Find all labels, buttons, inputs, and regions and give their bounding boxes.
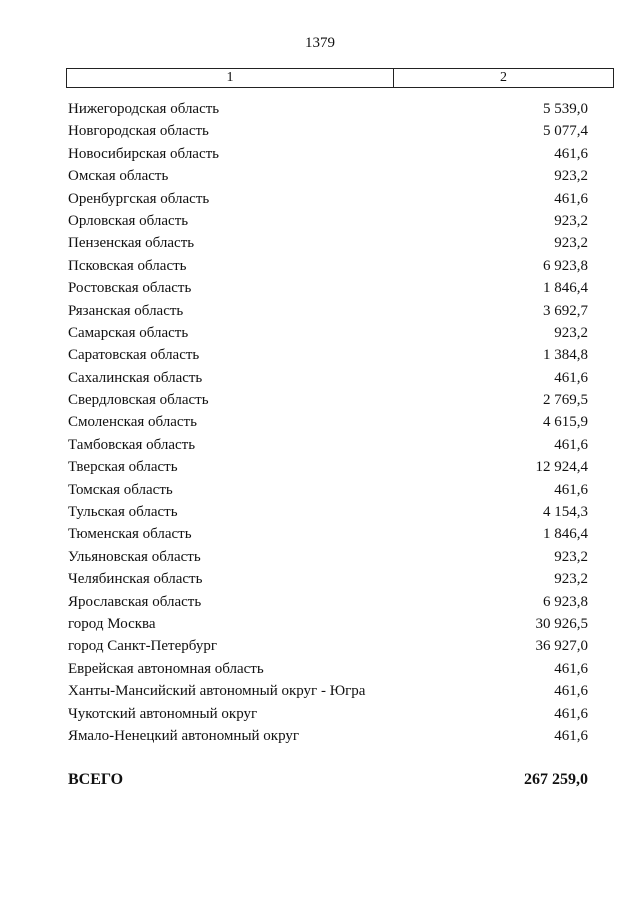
region-value: 461,6 (554, 481, 588, 498)
table-row (68, 568, 588, 590)
region-value: 1 846,4 (543, 526, 588, 543)
region-name: Омская область (68, 168, 169, 185)
region-name: Тамбовская область (68, 436, 196, 453)
region-name: Томская область (68, 481, 173, 498)
table-row (68, 210, 588, 232)
total-row (68, 771, 588, 789)
region-value: 36 927,0 (535, 638, 588, 655)
region-value: 5 077,4 (543, 123, 588, 140)
region-name: Ульяновская область (68, 548, 201, 565)
table-row (68, 255, 588, 277)
region-name: Тульская область (68, 504, 178, 521)
region-value: 923,2 (554, 324, 588, 341)
region-name: Самарская область (68, 324, 189, 341)
table-row (68, 456, 588, 478)
region-name: Ханты-Мансийский автономный округ - Югра (68, 683, 366, 700)
column-header-row (67, 69, 614, 88)
region-name: Тверская область (68, 459, 178, 476)
region-name: Рязанская область (68, 302, 184, 319)
region-value: 461,6 (554, 727, 588, 744)
region-value: 4 154,3 (543, 504, 588, 521)
table-row (68, 703, 588, 725)
table-row (68, 300, 588, 322)
region-name: Псковская область (68, 257, 187, 274)
region-name: Саратовская область (68, 347, 200, 364)
region-value: 923,2 (554, 168, 588, 185)
region-name: Нижегородская область (68, 101, 220, 117)
region-value: 461,6 (554, 190, 588, 207)
table-row (68, 501, 588, 523)
table-row (68, 613, 588, 635)
table-row (68, 411, 588, 433)
table-row (68, 367, 588, 389)
region-value: 923,2 (554, 235, 588, 252)
region-value: 1 846,4 (543, 280, 588, 297)
region-name: Новосибирская область (68, 145, 220, 162)
region-name: город Москва (68, 615, 156, 632)
table-row (68, 635, 588, 657)
table-row (68, 479, 588, 501)
column-header-table (66, 68, 614, 88)
table-row (68, 188, 588, 210)
region-value: 5 539,0 (543, 101, 588, 117)
region-name: Сахалинская область (68, 369, 203, 386)
table-row (68, 591, 588, 613)
table-row (68, 546, 588, 568)
table-row (68, 389, 588, 411)
region-name: Тюменская область (68, 526, 192, 543)
region-value: 2 769,5 (543, 392, 588, 409)
region-value: 12 924,4 (535, 459, 588, 476)
region-name: Пензенская область (68, 235, 195, 252)
table-row (68, 120, 588, 142)
region-value: 923,2 (554, 571, 588, 588)
table-row (68, 344, 588, 366)
region-value: 461,6 (554, 145, 588, 162)
data-rows (68, 98, 588, 747)
region-value: 461,6 (554, 369, 588, 386)
region-value: 30 926,5 (535, 615, 588, 632)
region-name: Орловская область (68, 212, 189, 229)
column-header-2: 2 (394, 69, 614, 88)
table-row (68, 658, 588, 680)
table-row (68, 680, 588, 702)
total-value: 267 259,0 (524, 771, 588, 788)
table-row (68, 277, 588, 299)
region-value: 461,6 (554, 705, 588, 722)
table-row (68, 232, 588, 254)
region-name: Свердловская область (68, 392, 209, 409)
table-row (68, 143, 588, 165)
region-name: Новгородская область (68, 123, 209, 140)
total-label: ВСЕГО (68, 771, 124, 788)
table-row (68, 165, 588, 187)
region-value: 461,6 (554, 683, 588, 700)
region-name: Челябинская область (68, 571, 203, 588)
column-header-1: 1 (67, 69, 394, 88)
region-value: 461,6 (554, 660, 588, 677)
region-value: 1 384,8 (543, 347, 588, 364)
table-row (68, 98, 588, 120)
region-name: город Санкт-Петербург (68, 638, 217, 655)
table-row (68, 523, 588, 545)
table-row (68, 434, 588, 456)
region-name: Еврейская автономная область (68, 660, 264, 677)
region-name: Чукотский автономный округ (68, 705, 258, 722)
region-value: 6 923,8 (543, 257, 588, 274)
region-value: 923,2 (554, 548, 588, 565)
region-name: Ямало-Ненецкий автономный округ (68, 727, 300, 744)
region-name: Смоленская область (68, 414, 197, 431)
region-name: Оренбургская область (68, 190, 210, 207)
page-number: 1379 (305, 35, 335, 51)
region-name: Ярославская область (68, 593, 202, 610)
region-value: 4 615,9 (543, 414, 588, 431)
region-value: 461,6 (554, 436, 588, 453)
region-value: 923,2 (554, 212, 588, 229)
region-name: Ростовская область (68, 280, 192, 297)
table-row (68, 725, 588, 747)
table-row (68, 322, 588, 344)
region-value: 6 923,8 (543, 593, 588, 610)
region-value: 3 692,7 (543, 302, 588, 319)
